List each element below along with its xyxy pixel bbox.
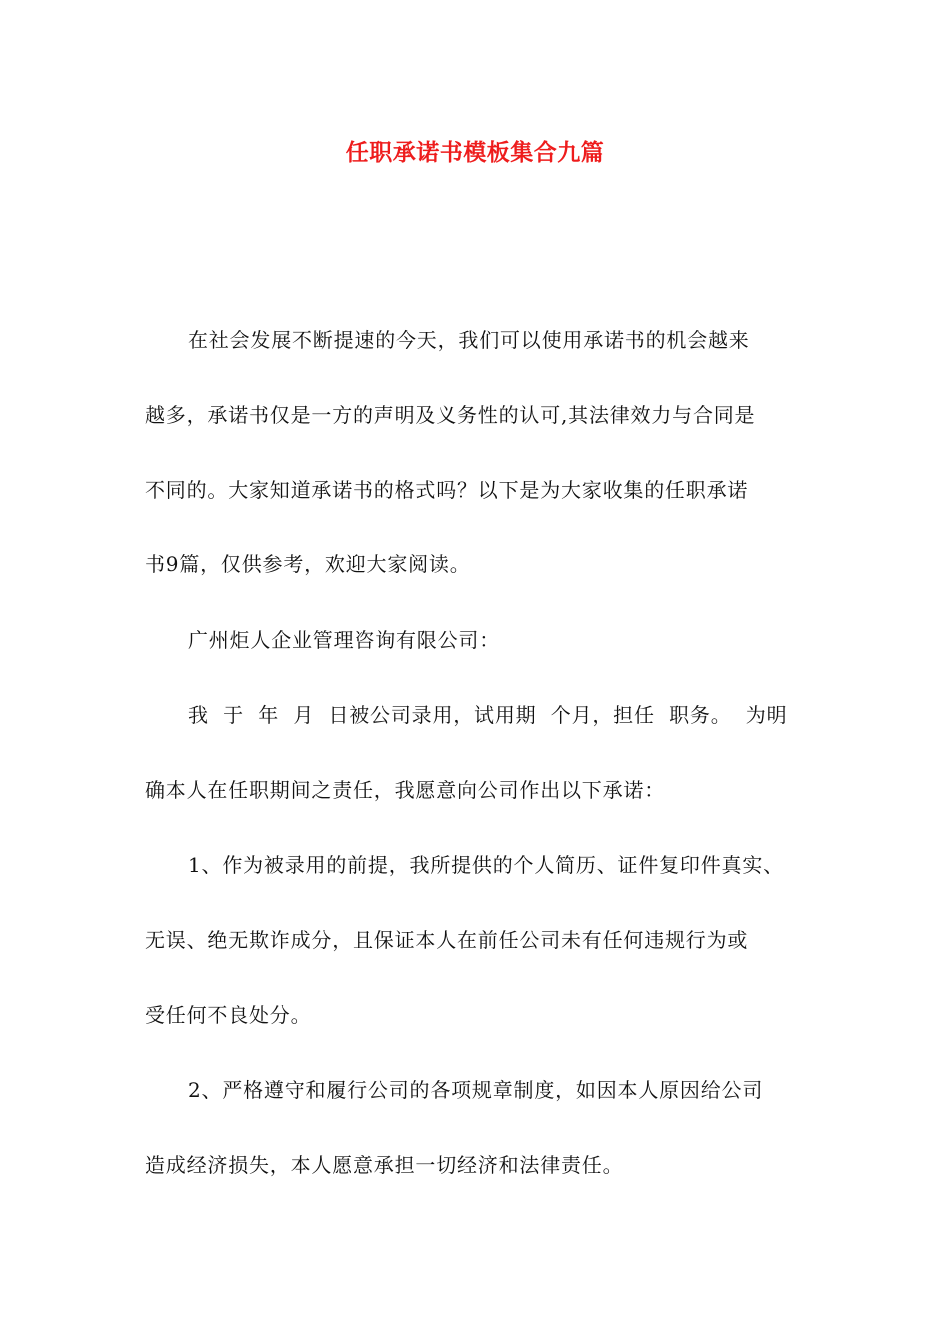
paragraph-line: 造成经济损失，本人愿意承担一切经济和法律责任。: [145, 1153, 624, 1177]
paragraph-line: 书9篇，仅供参考，欢迎大家阅读。: [145, 552, 471, 576]
paragraph-line: 越多，承诺书仅是一方的声明及义务性的认可,其法律效力与合同是: [145, 403, 756, 427]
paragraph-line: 在社会发展不断提速的今天，我们可以使用承诺书的机会越来: [188, 328, 750, 352]
paragraph-line: 2、严格遵守和履行公司的各项规章制度，如因本人原因给公司: [188, 1078, 764, 1102]
paragraph-line: 受任何不良处分。: [145, 1003, 312, 1027]
paragraph-line: 无误、绝无欺诈成分，且保证本人在前任公司未有任何违规行为或: [145, 928, 749, 952]
salutation-line: 广州炬人企业管理咨询有限公司：: [188, 628, 500, 652]
paragraph-line: 1、作为被录用的前提，我所提供的个人简历、证件复印件真实、: [188, 853, 784, 877]
paragraph-line: 确本人在任职期间之责任，我愿意向公司作出以下承诺：: [145, 778, 665, 802]
paragraph-line: 不同的。大家知道承诺书的格式吗？以下是为大家收集的任职承诺: [145, 478, 749, 502]
document-title: 任职承诺书模板集合九篇: [345, 139, 605, 166]
paragraph-line: 我 于 年 月 日被公司录用，试用期 个月，担任 职务。 为明: [188, 703, 788, 727]
